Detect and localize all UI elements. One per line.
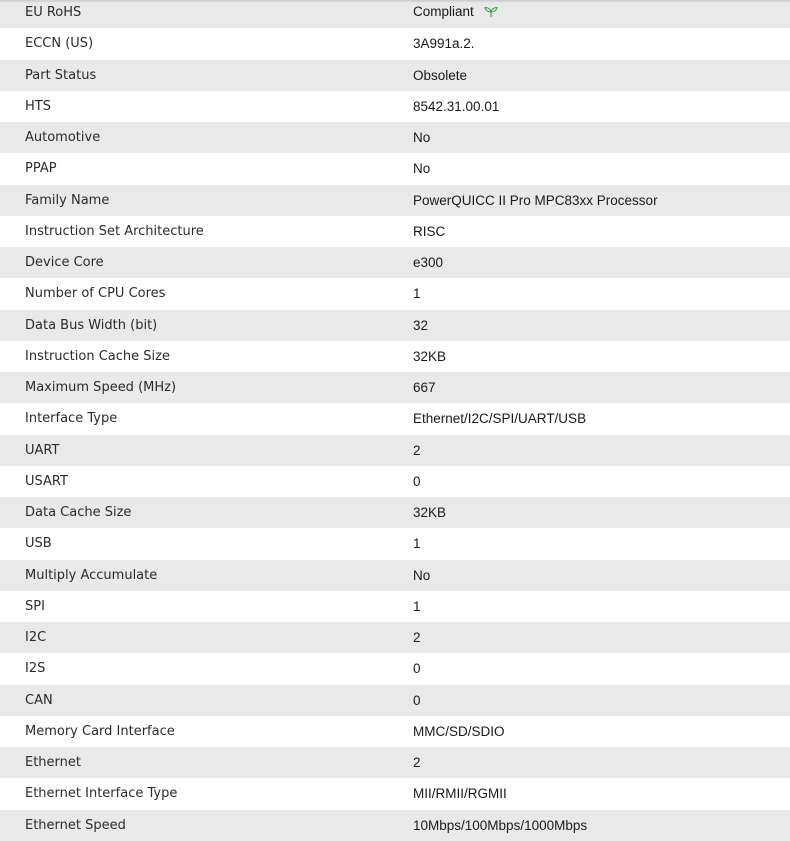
spec-label: Family Name [25, 192, 110, 208]
spec-value: 1 [413, 536, 421, 552]
spec-row-usart [0, 466, 790, 497]
spec-value: 32KB [413, 348, 447, 364]
spec-row-multiply-accumulate [0, 560, 790, 591]
spec-value: Ethernet/I2C/SPI/UART/USB [413, 411, 587, 427]
spec-value: No [413, 130, 431, 146]
spec-row-data-cache-size [0, 497, 790, 528]
spec-row-interface-type [0, 403, 790, 434]
spec-label: Multiply Accumulate [25, 567, 158, 583]
spec-value: 10Mbps/100Mbps/1000Mbps [413, 817, 588, 833]
spec-value: 32 [413, 317, 429, 333]
spec-value: e300 [413, 255, 444, 271]
spec-value: MMC/SD/SDIO [413, 723, 505, 739]
spec-row-data-bus-width [0, 310, 790, 341]
spec-row-ethernet-interface-type [0, 778, 790, 809]
spec-value: MII/RMII/RGMII [413, 786, 507, 802]
spec-label: USB [25, 536, 52, 552]
spec-label: USART [25, 473, 68, 489]
spec-value: RISC [413, 223, 446, 239]
spec-label: Data Bus Width (bit) [25, 317, 158, 333]
spec-row-ethernet [0, 747, 790, 778]
spec-value: Compliant [413, 4, 474, 20]
spec-label: Part Status [25, 67, 97, 83]
spec-row-ethernet-speed [0, 810, 790, 841]
spec-row-number-of-cpu-cores [0, 278, 790, 309]
spec-row-spi [0, 591, 790, 622]
spec-value: 2 [413, 755, 421, 771]
spec-value: Obsolete [413, 67, 468, 83]
spec-row-instruction-set-architecture [0, 216, 790, 247]
spec-label: CAN [25, 692, 53, 708]
spec-row-automotive [0, 122, 790, 153]
spec-label: Automotive [25, 130, 101, 146]
spec-value: 32KB [413, 505, 447, 521]
spec-value: 2 [413, 442, 421, 458]
spec-value-cell [413, 0, 790, 28]
spec-value: 8542.31.00.01 [413, 98, 500, 114]
spec-value: 1 [413, 598, 421, 614]
spec-value: 0 [413, 661, 421, 677]
spec-row-i2s [0, 653, 790, 684]
spec-label: Maximum Speed (MHz) [25, 380, 177, 396]
spec-label: Ethernet Interface Type [25, 786, 178, 802]
spec-row-memory-card-interface [0, 716, 790, 747]
spec-row-ppap [0, 153, 790, 184]
spec-label: Ethernet [25, 755, 81, 771]
spec-value: 0 [413, 473, 421, 489]
spec-label: HTS [25, 98, 51, 114]
spec-value: No [413, 567, 431, 583]
spec-value: 3A991a.2. [413, 36, 475, 52]
spec-row-i2c [0, 622, 790, 653]
spec-label: Device Core [25, 255, 104, 271]
spec-label: Data Cache Size [25, 505, 132, 521]
spec-label: Ethernet Speed [25, 817, 126, 833]
spec-row-family-name [0, 185, 790, 216]
spec-label: I2C [25, 630, 47, 646]
spec-label: SPI [25, 598, 45, 614]
spec-label: Number of CPU Cores [25, 286, 166, 302]
spec-row-can [0, 685, 790, 716]
spec-label: ECCN (US) [25, 36, 94, 52]
top-edge-shadow [0, 0, 790, 3]
spec-row-part-status [0, 60, 790, 91]
spec-value: 667 [413, 380, 436, 396]
spec-row-uart [0, 435, 790, 466]
spec-label: Instruction Set Architecture [25, 223, 204, 239]
spec-value: 2 [413, 630, 421, 646]
spec-row-device-core [0, 247, 790, 278]
spec-label: I2S [25, 661, 46, 677]
spec-value: 0 [413, 692, 421, 708]
spec-row-eccn-us [0, 28, 790, 59]
spec-label: Interface Type [25, 411, 118, 427]
spec-row-instruction-cache-size [0, 341, 790, 372]
spec-row-maximum-speed [0, 372, 790, 403]
spec-label: UART [25, 442, 60, 458]
spec-row-eu-rohs [0, 0, 790, 28]
spec-label: EU RoHS [25, 5, 82, 21]
spec-label: PPAP [25, 161, 57, 177]
spec-value: 1 [413, 286, 421, 302]
spec-row-hts [0, 91, 790, 122]
spec-label: Memory Card Interface [25, 723, 175, 739]
spec-value: PowerQUICC II Pro MPC83xx Processor [413, 192, 658, 208]
spec-value: No [413, 161, 431, 177]
spec-row-usb [0, 528, 790, 559]
leaf-icon [484, 6, 498, 21]
spec-label: Instruction Cache Size [25, 348, 170, 364]
